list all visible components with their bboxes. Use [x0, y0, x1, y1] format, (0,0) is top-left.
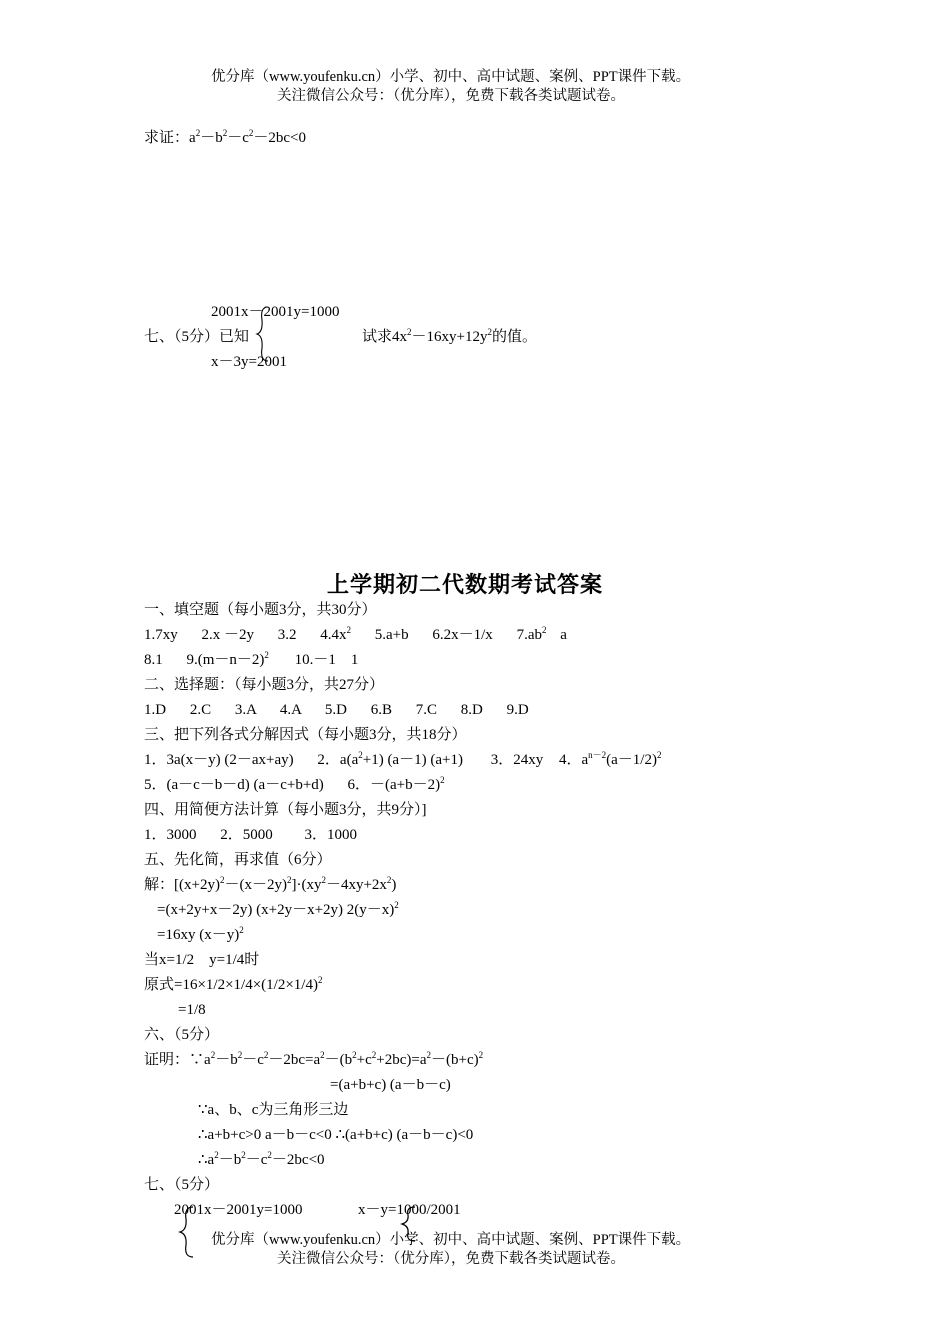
section-6-proof-line-2: =(a+b+c) (a－b－c) — [330, 1077, 451, 1093]
section-5-line-5: 原式$=16\times 1/2\times 1/4\times(1/2\times 1/4)^2$ — [144, 975, 323, 993]
left-brace-icon — [178, 1206, 196, 1258]
section-5-line-6: =1/8 — [178, 1002, 206, 1018]
section-6-heading: 六、（5分） — [144, 1027, 220, 1043]
answers-title: 上学期初二代数期考试答案 — [327, 572, 604, 597]
section-1-heading: 一、填空题（每小题3分，共30分） — [144, 602, 377, 618]
prove-statement: 求证：$a^2-b^2-c^2-2bc<0$ — [144, 128, 306, 146]
section-2-row: 1.D 2.C 3.A 4.A 5.D 6.B 7.C 8.D 9.D — [144, 702, 529, 718]
q7-equation-2: x－3y=2001 — [211, 354, 287, 370]
section-5-line-2: =(x+2y+x－2y) (x+2y－x+2y) $2(y-x)^2$ — [157, 900, 399, 918]
section-5-line-4: 当x=1/2 y=1/4时 — [144, 952, 260, 968]
section-7-result-1: x－y=1000/2001 — [358, 1202, 461, 1218]
section-1-row-2: 8.1 $9.(m-n-2)^2$ 10.－1 1 — [144, 650, 359, 668]
section-3-row-1: 1．3a(x－y) (2－ax+ay) 2．$a(a^2+1)$ (a－1) (a+1) 3．24xy 4．$a^{n-2}(a-1/2)^2$ — [144, 750, 662, 768]
section-5-line-1: 解：$[(x+2y)^2-(x-2y)^2]\cdot(xy^2-4xy+2x^2)$ — [144, 875, 397, 893]
q7-question: 试求$4x^2-16xy+12y^2$的值。 — [362, 327, 537, 345]
footer-line-2: 关注微信公众号：（优分库），免费下载各类试题试卷。 — [277, 1251, 625, 1267]
section-6-proof-line-5: $\therefore a^2-b^2-c^2-2bc<0$ — [198, 1150, 325, 1168]
section-6-proof-line-3: ∵a、b、c为三角形三边 — [198, 1102, 349, 1118]
header-line-2: 关注微信公众号：（优分库），免费下载各类试题试卷。 — [277, 88, 625, 104]
header-line-1: 优分库（www.youfenku.cn）小学、初中、高中试题、案例、PPT课件下载。 — [211, 69, 691, 85]
footer-line-1: 优分库（www.youfenku.cn）小学、初中、高中试题、案例、PPT课件下载。 — [211, 1232, 691, 1248]
section-3-row-2: 5．(a－c－b－d) (a－c+b+d) 6．$-(a+b-2)^2$ — [144, 775, 445, 793]
section-2-heading: 二、选择题：（每小题3分，共27分） — [144, 677, 385, 693]
section-5-heading: 五、先化简，再求值（6分） — [144, 852, 332, 868]
section-1-row-1: 1.7xy 2.x －2y 3.2 $4.4x^2$ 5.a+b 6.2x－1/x $7.ab^2$ a — [144, 625, 567, 643]
section-4-heading: 四、用简便方法计算（每小题3分，共9分）] — [144, 802, 427, 818]
section-3-heading: 三、把下列各式分解因式（每小题3分，共18分） — [144, 727, 467, 743]
section-6-proof-line-4: ∴a+b+c>0 a－b－c<0 ∴(a+b+c) (a－b－c)<0 — [198, 1127, 474, 1143]
q7-equation-1: 2001x－2001y=1000 — [211, 304, 340, 320]
section-7-heading: 七、（5分） — [144, 1177, 220, 1193]
q7-label: 七、（5分）已知 — [144, 329, 250, 345]
section-5-line-3: =16xy $(x-y)^2$ — [157, 925, 244, 943]
section-4-row: 1．3000 2．5000 3．1000 — [144, 827, 358, 843]
section-6-proof-line-1: 证明：$\because a^2-b^2-c^2-2bc=a^2-(b^2+c^2+2bc)=a^2-(b+c)^2$ — [144, 1050, 484, 1068]
section-7-equation-1: 2001x－2001y=1000 — [174, 1202, 303, 1218]
